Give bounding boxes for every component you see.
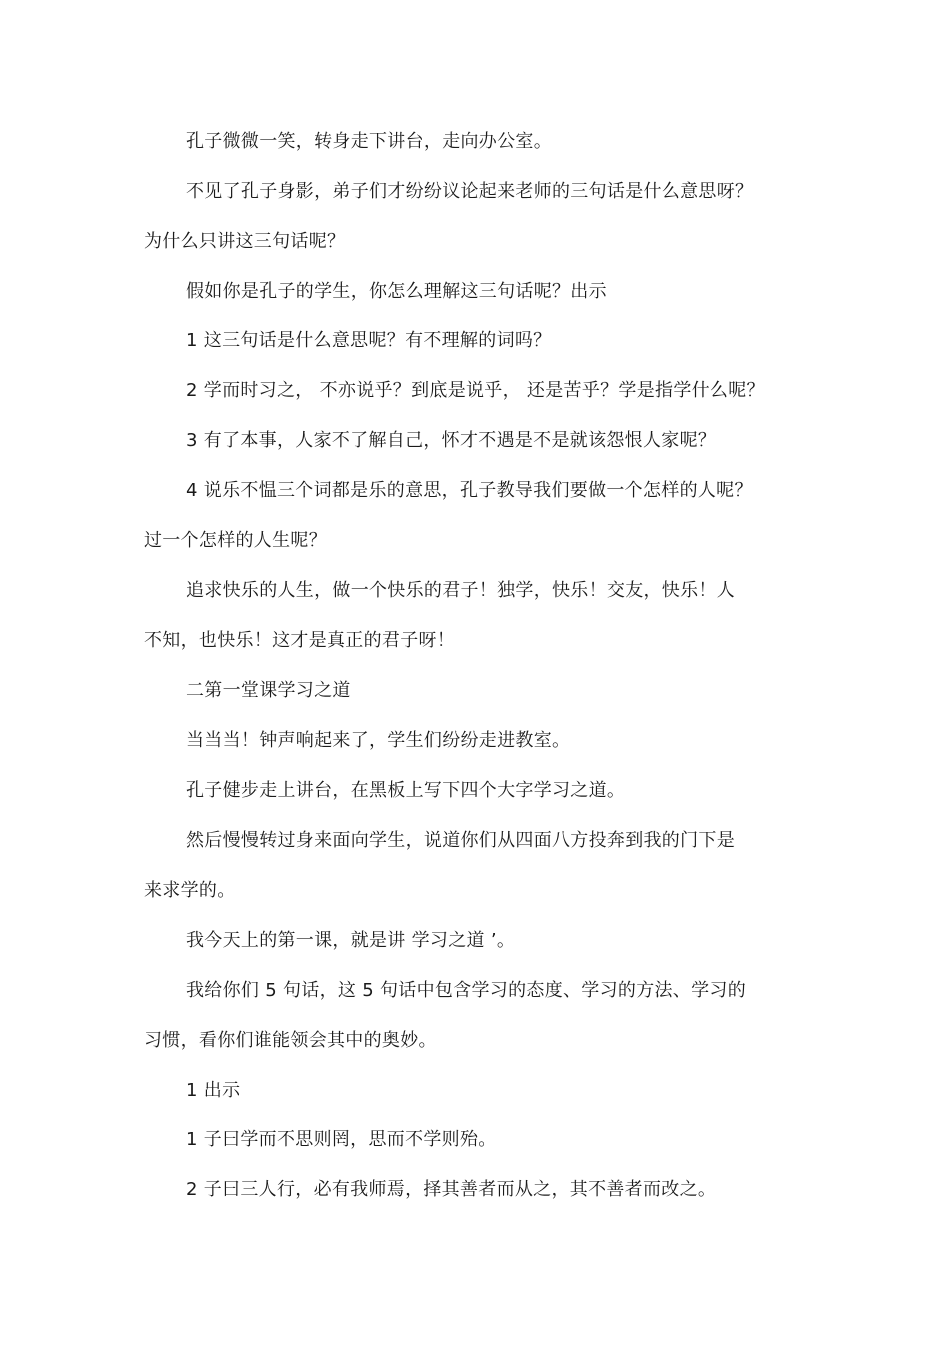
list-item: 2 学而时习之， 不亦说乎？到底是说乎， 还是苦乎？学是指学什么呢？ <box>186 380 765 401</box>
paragraph-line: 来求学的。 <box>144 880 236 901</box>
paragraph-line: 假如你是孔子的学生，你怎么理解这三句话呢？出示 <box>186 281 607 302</box>
list-item: 3 有了本事，人家不了解自己，怀才不遇是不是就该怨恨人家呢？ <box>186 430 717 451</box>
paragraph-line: 追求快乐的人生，做一个快乐的君子！独学，快乐！交友，快乐！人 <box>186 580 735 601</box>
section-heading: 二第一堂课学习之道 <box>186 680 351 701</box>
paragraph-line: 不见了孔子身影，弟子们才纷纷议论起来老师的三句话是什么意思呀？ <box>186 181 754 202</box>
list-item: 1 出示 <box>186 1080 241 1101</box>
paragraph-line: 我给你们 5 句话，这 5 句话中包含学习的态度、学习的方法、学习的 <box>186 980 746 1001</box>
paragraph-line: 不知，也快乐！这才是真正的君子呀！ <box>144 630 456 651</box>
paragraph-line: 孔子微微一笑，转身走下讲台，走向办公室。 <box>186 131 552 152</box>
paragraph-line: 习惯，看你们谁能领会其中的奥妙。 <box>144 1030 437 1051</box>
list-item: 1 子曰学而不思则罔，思而不学则殆。 <box>186 1129 497 1150</box>
paragraph-line: 为什么只讲这三句话呢？ <box>144 231 346 252</box>
paragraph-line: 我今天上的第一课，就是讲 学习之道 ’。 <box>186 930 516 951</box>
paragraph-line: 当当当！钟声响起来了，学生们纷纷走进教室。 <box>186 730 571 751</box>
paragraph-line: 然后慢慢转过身来面向学生，说道你们从四面八方投奔到我的门下是 <box>186 830 735 851</box>
list-item: 4 说乐不愠三个词都是乐的意思，孔子教导我们要做一个怎样的人呢？ <box>186 480 753 501</box>
list-item: 1 这三句话是什么意思呢？有不理解的词吗？ <box>186 330 552 351</box>
paragraph-line: 孔子健步走上讲台，在黑板上写下四个大字学习之道。 <box>186 780 626 801</box>
paragraph-line: 过一个怎样的人生呢？ <box>144 530 327 551</box>
list-item: 2 子曰三人行，必有我师焉，择其善者而从之，其不善者而改之。 <box>186 1179 717 1200</box>
